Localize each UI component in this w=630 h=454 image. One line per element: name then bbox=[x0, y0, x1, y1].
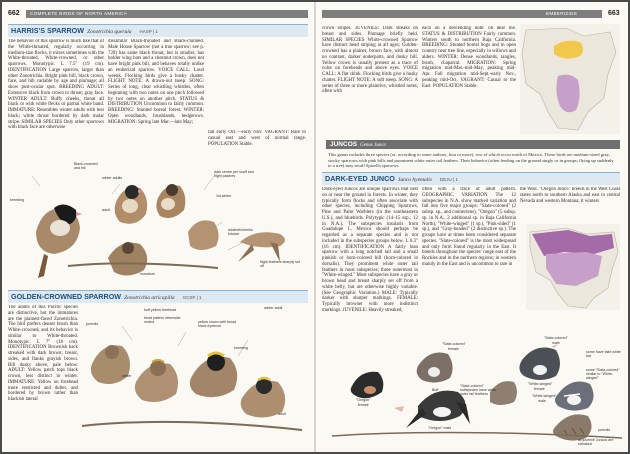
illustration-label: "Oregon" male bbox=[428, 426, 452, 430]
illustration-label: breeding bbox=[234, 346, 248, 350]
text-column-3: fall early Oct.—early Nov. VAGRANT: Rare to casual east and west of normal range. POPULATION Stable. bbox=[208, 130, 306, 147]
text-column-2: each on a descending note: oh dear me. STATUS & DISTRIBUTION Fairly common. Winters south to northern Baja California. BREEDING: Stunted boreal bogs and in open country near tree line, especially in willows and alders. WINTER: Dense woodlands, tangles, brush, chaparral. MIGRATION: Spring migration mid-Mar.-mid-May, peaking mid-Apr. Fall migration mid-Sept.-early Nov., peaking mid-Oct. VAGRANT: Casual to the East. POPULATION Stable. bbox=[422, 26, 516, 89]
illustration-label: Buff bbox=[432, 388, 439, 392]
text-column-3: the West. "Oregon Junco" breeds in the West Coast states north to southern Alaska and east to central Nevada and western Montana; it winters bbox=[520, 187, 620, 204]
illustration-label: male bbox=[552, 341, 560, 345]
species-latin-name: Zonotrichia atricapilla bbox=[124, 295, 175, 301]
golden-breeding-bird bbox=[190, 353, 237, 397]
illustration-label: yellow crown with broad black eyebrow bbox=[198, 320, 237, 328]
illustration-label: "White-winged" bbox=[528, 382, 553, 386]
illustration-label: male bbox=[538, 399, 546, 403]
illustration-label: female bbox=[534, 387, 545, 391]
book-spread bbox=[2, 2, 628, 452]
page-number-right: 663 bbox=[608, 10, 620, 17]
junco-white-winged bbox=[555, 382, 594, 411]
species-latin-name: Zonotrichia querula bbox=[87, 29, 132, 35]
illustration-label: winter adult bbox=[264, 306, 283, 310]
text-column-1: The adults of this Pacific species are distinctive, but the immatures are the plainest-faced Zonotrichia. The bird prefers denser brush than White-crowned, and its behavior is similar to White-throated. Monotypic. L 7" (18 cm). IDENTIFICATION Brownish back streaked with dark brown; breast, sides, and flanks grayish brown. Bill dusky above, pale below. ADULT: Yellow patch tops black crown, less distinct in winter. IMMATURE: Yellow on forehead more restricted and duller, and bordered by brown rather than blackish lateral bbox=[8, 305, 78, 402]
illustration-label: some "Slate-colored" similar to "White-winged" bbox=[586, 368, 620, 380]
species-name: GOLDEN-CROWNED SPARROW bbox=[11, 292, 122, 301]
illustration-label: winter bbox=[122, 374, 132, 378]
illustration-label: head pattern otherwise muted bbox=[144, 316, 181, 324]
illustration-label: juvenile bbox=[598, 428, 611, 432]
golden-winter-bird bbox=[135, 360, 178, 402]
illustration-label: "Slate-colored" bbox=[442, 342, 466, 346]
genus-latin: Genus Junco bbox=[360, 143, 387, 148]
illustration-label: "Oregon" bbox=[356, 398, 371, 402]
text-column-1: Dark-eyed Juncos are unique sparrows that nest on or near the ground in forests. In winter, they typically form flocks and often associate with other species, including Chipping Sparrows, Pine and Palm Warblers (in the southeastern U.S.), and bluebirds. Polytypic (14–15 ssp.; 12 in N.A.). The subspecies insularis from Guadalupe I., Mexico should perhaps be regarded as a separate species and is not included in the subspecies groups below. L 6.3" (16 cm). IDENTIFICATION A fairly lean sparrow with a long notched tail and a small pinkish or horn-colored bill (horn-colored in dorsalis). They prominent white outer tail feathers in most subspecies; three outermost in "White-winged." Most subspecies have a gray or brown head and breast sharply set off from a white belly, but are otherwise highly variable. (See Geographic Variation.) MALE: Typically darker with sharper markings. FEMALE: Typically browner with more indistinct markings. JUVENILE: Heavily streaked, bbox=[322, 187, 418, 313]
genus-title bbox=[330, 140, 386, 150]
species-title bbox=[11, 25, 158, 38]
illustration-label: juvenile bbox=[86, 322, 99, 326]
text-column-1: The behavior of this sparrow is much like that of the White-throated, regularly occurring in medium-size flocks, it mixes sometimes with the White-throated, White-crowned, or other sparrows. Monotypic. L 7.5" (19 cm). IDENTIFICATION Large sparrow, larger than other Zonotrichia. Bright pink bill, black crown, face, and bib variable by age and plumage; all show post-ocular spot. BREEDING ADULT: Extensive black from crown to throat; gray face. WINTER ADULT: Buffy cheeks, throat all black or with white flecks or partial white band. IMMATURE: Resembles winter adults with less black; white throat bordered by dark malar stripe. SIMILAR SPECIES Only other sparrows with black face are otherwise bbox=[8, 39, 104, 131]
text-column-2: dissimilar Black-throated and Black-chinned. Male House Sparrow (not a true sparrow; see p. 720) has same black throat, but is smaller, has bolder wing bars and a chestnut crown, does not have bright pink bill, and behaves totally unlike an emberizid sparrow. VOICE CALL: Loud weenk. Flocking birds give a husky chatter. FLIGHT NOTE: A drawn-out tseep. SONG: Series of long, clear whistling whistles, often beginning with two notes on one pitch followed by two notes on another pitch. STATUS & DISTRIBUTION Uncommon to fairly common. BREEDING: Stunted boreal forest. WINTER: Open woodlands, brushlands, hedgerows. MIGRATION: Spring late Mar.—late May; bbox=[108, 39, 204, 125]
genus-name: JUNCOS bbox=[330, 141, 358, 148]
junco-oregon-male bbox=[351, 372, 384, 398]
harris-breeding-bird bbox=[36, 204, 82, 278]
illustration-label: "White-winged" bbox=[532, 394, 557, 398]
harris-range-map bbox=[520, 24, 620, 134]
illustration-label: lessfeet/cheeks blacker bbox=[228, 228, 253, 236]
right-page bbox=[316, 2, 628, 452]
species-latin-name: Junco hyemalis bbox=[397, 177, 432, 183]
running-head-left: COMPLETE BIRDS OF NORTH AMERICA bbox=[30, 11, 128, 16]
illustration-label: all juvenile Juncos are streaked bbox=[578, 438, 614, 446]
illustration-label: adult bbox=[278, 412, 286, 416]
golden-crowned-sparrow-illustration bbox=[82, 306, 308, 450]
species-name: DARK-EYED JUNCO bbox=[325, 174, 395, 183]
genus-description: This genus includes three species (or, according to some authors, four or more), two of which occur north of Mexico. These birds are medium-sized gray, stocky sparrows with pink bills and prominent white outer tail feathers. Their behavior (often feeding on the ground singly or in groups; flying up suddenly to a tree) may recall Spizella sparrows. bbox=[328, 152, 614, 169]
species-title bbox=[325, 173, 458, 186]
species-name: HARRIS'S SPARROW bbox=[11, 26, 85, 35]
text-column-2: often with a trace of adult pattern. GEOGRAPHIC VARIATION The 12 subspecies in N.A. show marked variation and fall into five major groups: "Slate-colored" (2 subsp. sp., and connectens), "Oregon" (5 subsp. sp. in N.A., 2 additional sp. in Baja California North), "White-winged" (1 sp.), "Pink-sided" (1 sp.), and "Gray-headed" (2 distinctive sp.). The groups have at times been considered separate species. "Slate-colored" is the most widespread and only form found regularly in the East. It breeds throughout the species' range east of the Rockies and in the northern regions; in western mainly in the East and is uncommon to rare in bbox=[422, 187, 516, 267]
illustration-label: buff yellow forehead bbox=[144, 308, 177, 312]
junco-oregon-female-flight bbox=[394, 391, 470, 428]
illustration-label: "Slate-colored" subspecies have white outer tail feathers bbox=[460, 384, 497, 396]
text-column-1: crown stripes. JUVENILE: Dark streaks on breast and sides. Plumage briefly held. SIMILAR SPECIES White-crowned Sparrow have distinct head striping at all ages; Golden-crowned has a plainer, brown face, with almost no contrast, darker underparts, and dusky bill. Yellow crown is usually present as a trace of color on foreheads and above eyes. VOICE CALL: A flat chink. Flocking birds give a husky chatter. FLIGHT NOTE: A soft tseep. SONG: A series of three or more plaintive, whistled notes, often with bbox=[322, 26, 418, 95]
species-code: GCSP | 1 bbox=[182, 295, 202, 300]
illustration-label: some have faint white bar bbox=[586, 350, 621, 358]
illustration-label: dark centre per scaff and flight patches bbox=[214, 170, 254, 178]
species-title bbox=[11, 291, 202, 304]
illustration-label: female bbox=[448, 347, 459, 351]
illustration-label: flight feathers sharply set off bbox=[260, 260, 300, 268]
illustration-label: immature bbox=[140, 272, 155, 276]
illustration-label: winter adults bbox=[102, 176, 123, 180]
illustration-label: adult bbox=[102, 208, 110, 212]
illustration-label: breeding bbox=[10, 198, 24, 202]
harris-winter-adults bbox=[115, 184, 186, 224]
golden-juvenile-bird bbox=[91, 345, 130, 384]
harris-immature-birds bbox=[68, 220, 219, 275]
junco-range-map bbox=[526, 224, 620, 310]
page-number-left: 662 bbox=[8, 10, 20, 17]
harris-flight-bird bbox=[238, 232, 285, 262]
illustration-label: female bbox=[358, 403, 369, 407]
running-head-right: EMBERIZIDS bbox=[546, 11, 578, 16]
illustration-label: "Slate-colored" bbox=[544, 336, 568, 340]
junco-slate-colored-female bbox=[417, 353, 453, 383]
illustration-label: 1st winter bbox=[216, 194, 232, 198]
left-page bbox=[2, 2, 314, 452]
junco-slate-colored-male bbox=[519, 344, 560, 380]
illustration-label: Black-crowned and bill bbox=[74, 162, 98, 170]
species-code: HASP | 1 bbox=[139, 29, 158, 34]
species-code: DEJU | 1 bbox=[439, 177, 458, 182]
